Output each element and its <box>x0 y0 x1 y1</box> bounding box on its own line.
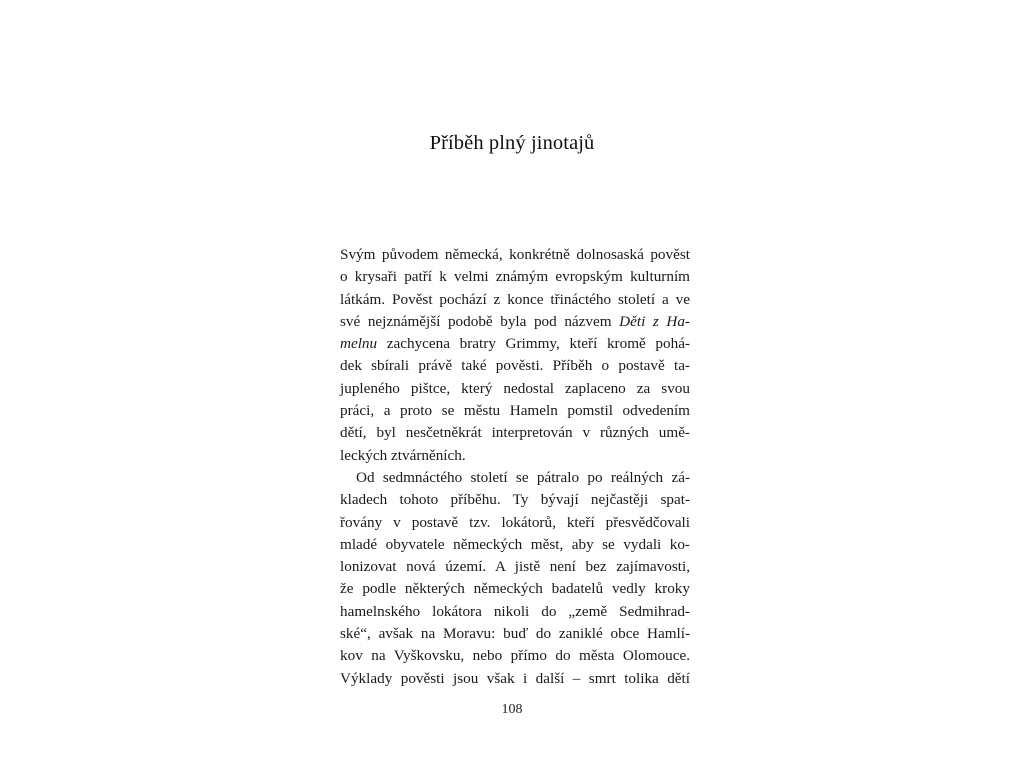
text-line: dětí, byl nesčetněkrát interpretován v různých umě- <box>340 424 690 442</box>
text-line <box>340 311 690 333</box>
text-line: kov na Vyškovsku, nebo přímo do města Olomouce. <box>340 647 690 665</box>
text-line: látkám. Pověst pochází z konce třináctého století a ve <box>340 290 690 308</box>
text-line: dek sbírali právě také pověsti. Příběh o postavě ta- <box>340 357 690 375</box>
text-line: kladech tohoto příběhu. Ty bývají nejčastěji spat- <box>340 491 690 509</box>
text-segment: zachycena bratry Grimmy, kteří kromě pohá- <box>377 335 690 353</box>
text-line: hamelnského lokátora nikoli do „země Sedmihrad- <box>340 602 690 620</box>
text-line: ské“, avšak na Moravu: buď do zaniklé obce Hamlí- <box>340 625 690 643</box>
body-text <box>340 244 690 690</box>
text-line: o krysaři patří k velmi známým evropským kulturním <box>340 268 690 286</box>
text-line: Výklady pověsti jsou však i další – smrt tolika dětí <box>340 669 690 687</box>
text-segment: své nejznámější podobě byla pod názvem <box>340 312 620 330</box>
italic-title: melnu <box>340 335 378 353</box>
page-number: 108 <box>501 702 523 717</box>
chapter-title: Příběh plný jinotajů <box>429 132 595 154</box>
text-line: Od sedmnáctého století se pátralo po reálných zá- <box>356 468 690 486</box>
text-line: lonizovat nová území. A jistě není bez zajímavosti, <box>340 558 690 576</box>
text-line: že podle některých německých badatelů vedly kroky <box>340 580 690 598</box>
text-line: jupleného pištce, který nedostal zaplaceno za svou <box>340 379 690 397</box>
italic-title: Děti z Ha- <box>619 312 690 330</box>
text-line: leckých ztvárněních. <box>340 446 466 464</box>
text-line: řovány v postavě tzv. lokátorů, kteří přesvědčovali <box>340 513 690 531</box>
text-line: mladé obyvatele německých měst, aby se vydali ko- <box>340 535 690 553</box>
text-line: práci, a proto se městu Hameln pomstil odvedením <box>340 402 690 420</box>
text-line <box>340 333 690 355</box>
text-line: Svým původem německá, konkrétně dolnosaská pověst <box>340 246 690 263</box>
